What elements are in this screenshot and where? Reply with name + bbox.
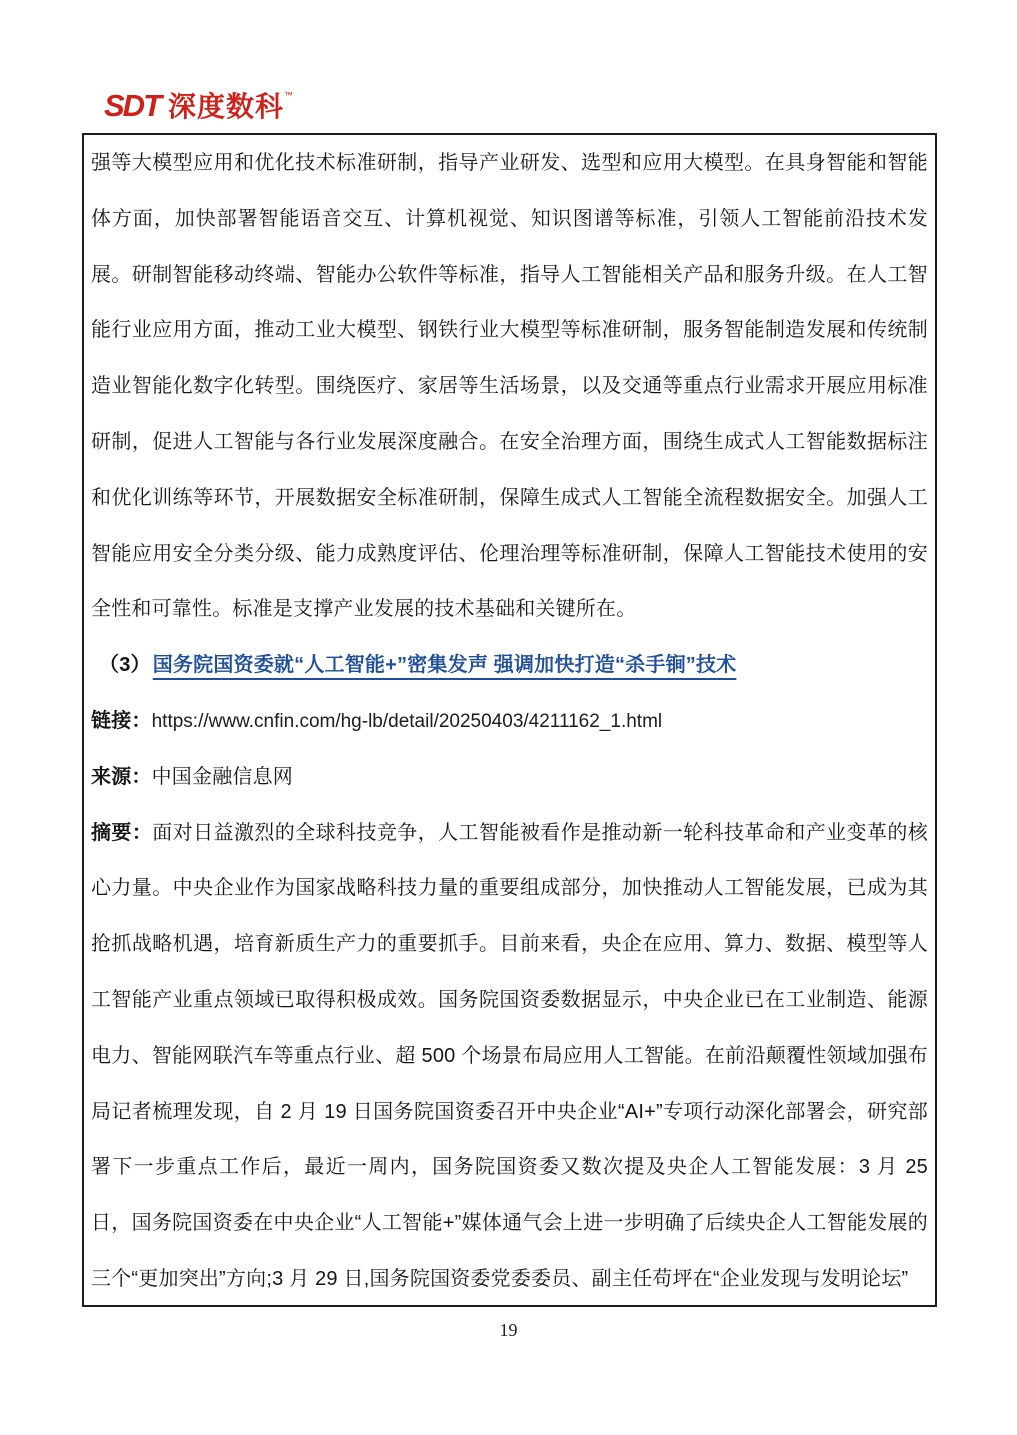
page-number: 19	[499, 1320, 518, 1340]
source-value: 中国金融信息网	[151, 765, 294, 788]
logo-sdt-text: SDT	[104, 88, 160, 123]
section-number: （3）	[99, 654, 151, 677]
article-url-link[interactable]: https://www.cnfin.com/hg-lb/detail/20250403/4211162_1.html	[151, 710, 663, 732]
paragraph-standards-body: 强等大模型应用和优化技术标准研制，指导产业研发、选型和应用大模型。在具身智能和智能体方面，加快部署智能语音交互、计算机视觉、知识图谱等标准，引领人工智能前沿技术发展。研制智能移动终端、智能办公软件等标准，指导人工智能相关产品和服务升级。在人工智能行业应用方面，推动工业大模型、钢铁行业大模型等标准研制，服务智能制造发展和传统制造业智能化数字化转型。围绕医疗、家居等生活场景，以及交通等重点行业需求开展应用标准研制，促进人工智能与各行业发展深度融合。在安全治理方面，围绕生成式人工智能数据标注和优化训练等环节，开展数据安全标准研制，保障生成式人工智能全流程数据安全。加强人工智能应用安全分类分级、能力成熟度评估、伦理治理等标准研制，保障人工智能技术使用的安全性和可靠性。标准是支撑产业发展的技术基础和关键所在。	[91, 152, 928, 621]
section-heading	[91, 638, 928, 694]
summary-label: 摘要：	[91, 821, 153, 844]
link-line	[91, 694, 928, 750]
summary-text: 面对日益激烈的全球科技竞争，人工智能被看作是推动新一轮科技革命和产业变革的核心力量。中央企业作为国家战略科技力量的重要组成部分，加快推动人工智能发展，已成为其抢抓战略机遇，培育新质生产力的重要抓手。目前来看，央企在应用、算力、数据、模型等人工智能产业重点领域已取得积极成效。国务院国资委数据显示，中央企业已在工业制造、能源电力、智能网联汽车等重点行业、超 500 个场景布局应用人工智能。在前沿颠覆性领域加强布局记者梳理发现，自 2 月 19 日国务院国资委召开中央企业“AI+”专项行动深化部署会，研究部署下一步重点工作后，最近一周内，国务院国资委又数次提及央企人工智能发展：3 月 25 日，国务院国资委在中央企业“人工智能+”媒体通气会上进一步明确了后续央企人工智能发展的三个“更加突出”方向;3 月 29 日,国务院国资委党委委员、副主任苟坪在“企业发现与发明论坛”	[91, 821, 928, 1290]
source-line	[91, 750, 928, 806]
summary-paragraph	[91, 806, 928, 1307]
link-label: 链接：	[91, 709, 152, 732]
trademark-symbol: ™	[284, 90, 294, 100]
source-label: 来源：	[91, 765, 152, 788]
content-box	[82, 133, 937, 1307]
article-title-link[interactable]: 国务院国资委就“人工智能+”密集发声 强调加快打造“杀手锏”技术	[152, 654, 737, 677]
brand-logo	[104, 78, 293, 129]
logo-company-name: 深度数科	[168, 91, 285, 122]
